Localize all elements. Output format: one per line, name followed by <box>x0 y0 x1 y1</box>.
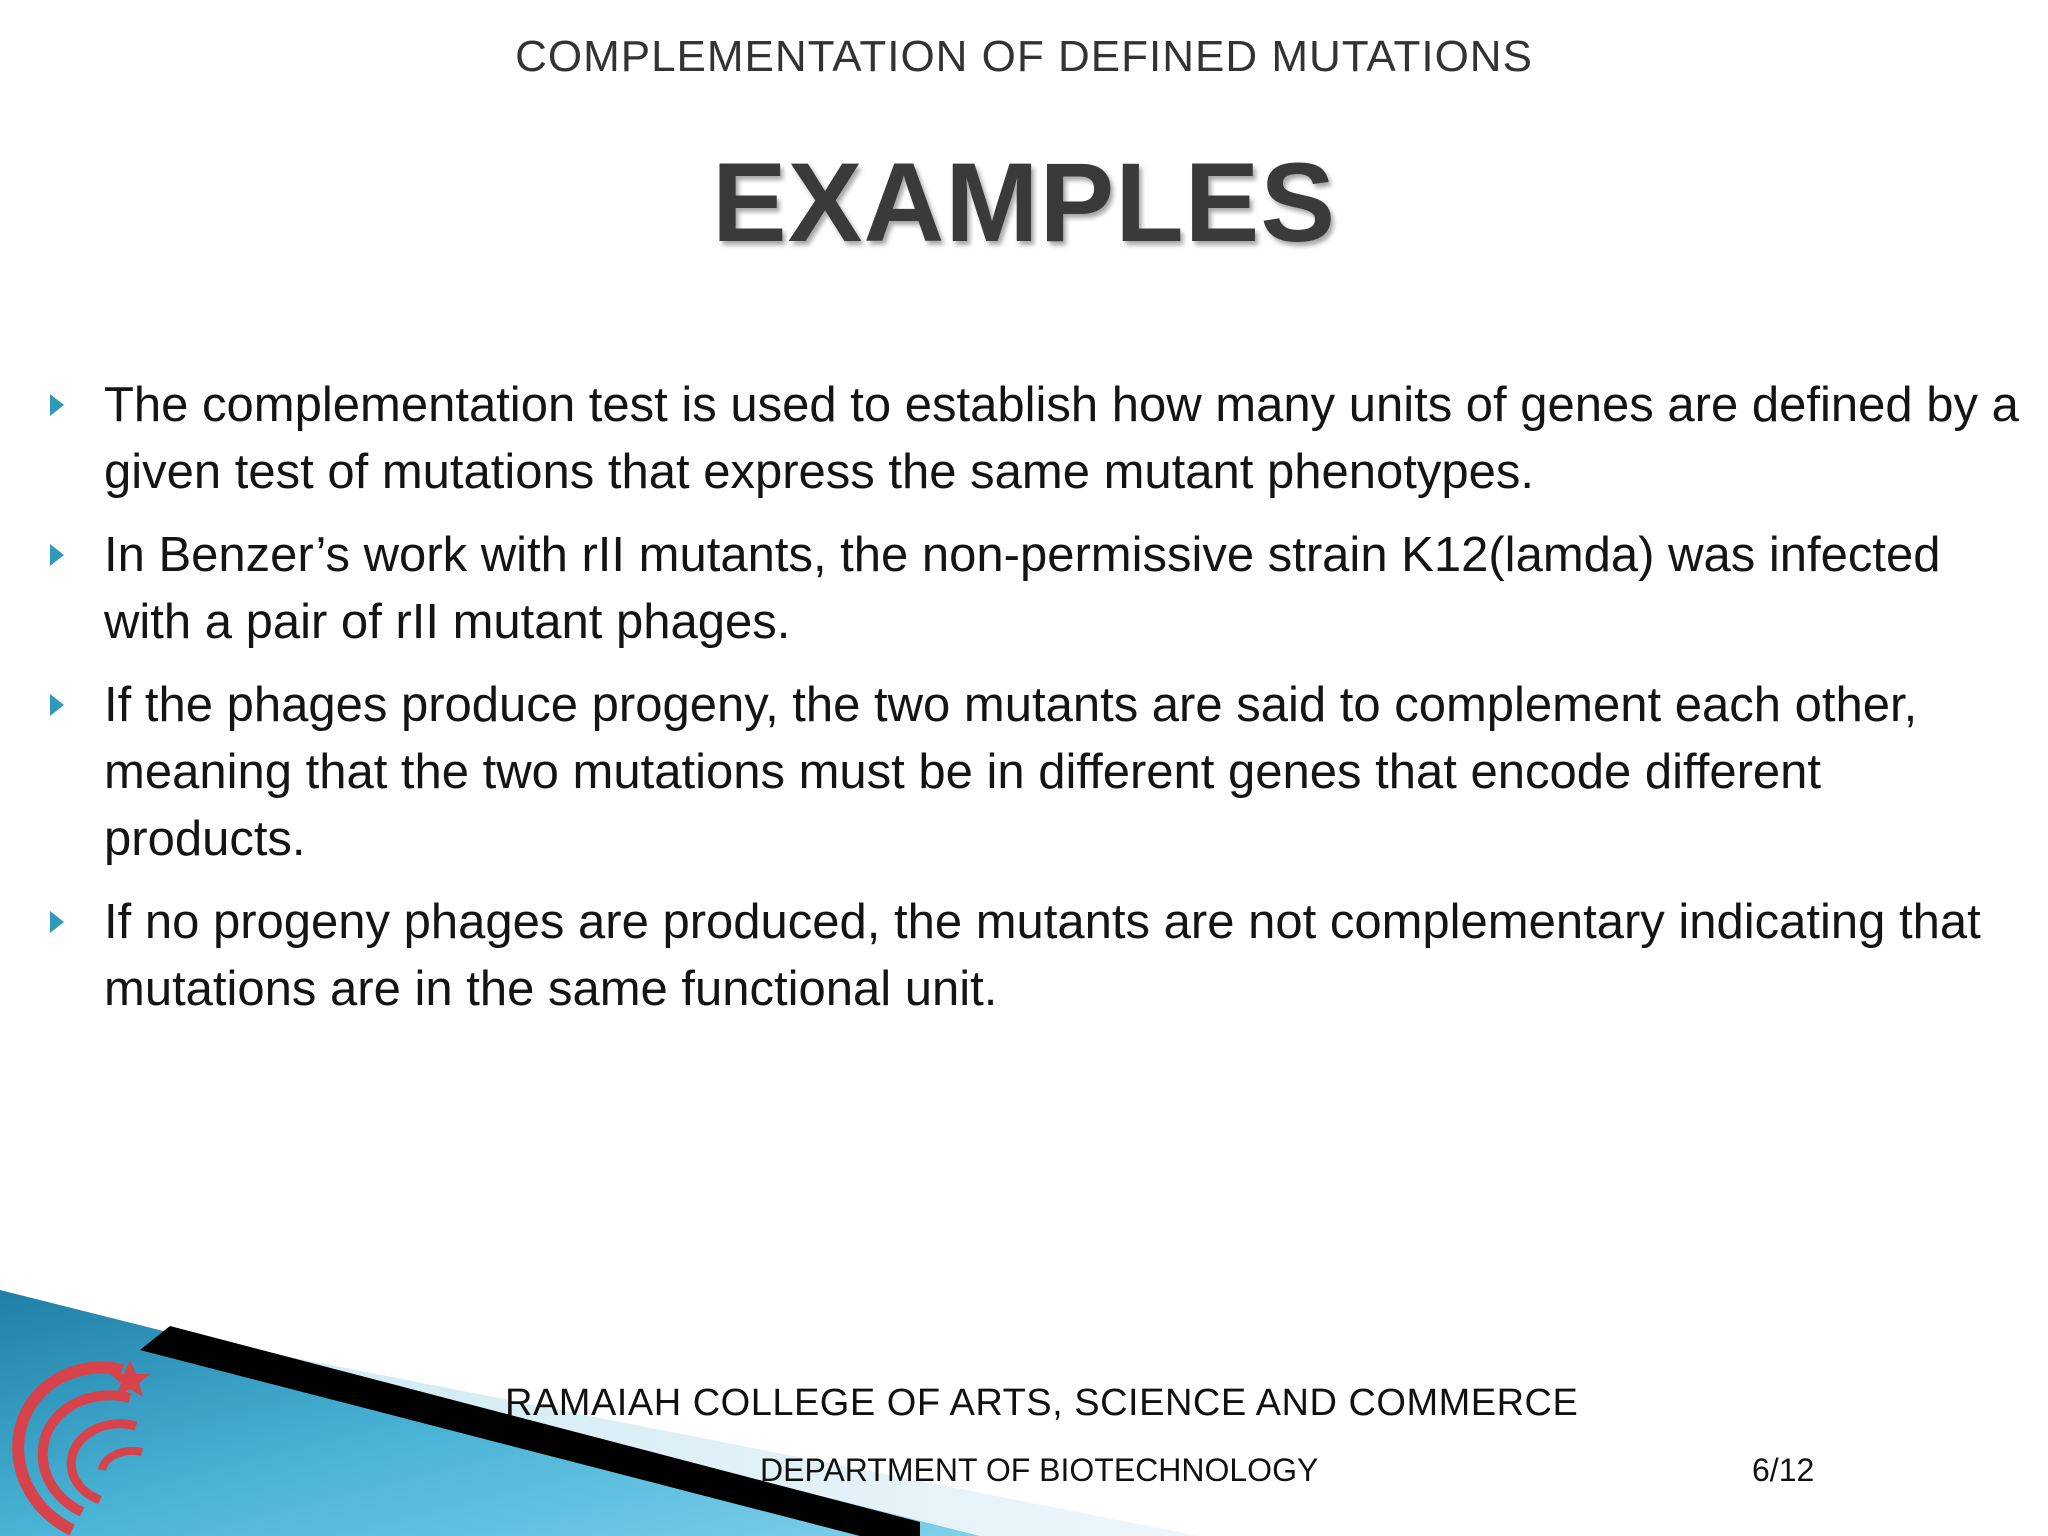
bullet-text: If no progeny phages are produced, the mutants are not complementary indicating that mutations are in the same functional unit. <box>104 895 1981 1016</box>
triangle-right-icon <box>50 544 64 566</box>
slide-title: EXAMPLES <box>711 140 1337 265</box>
page-number: 6/12 <box>1752 1452 1815 1488</box>
bullet-item <box>44 889 2034 1023</box>
slide-supertitle: COMPLEMENTATION OF DEFINED MUTATIONS <box>515 32 1533 81</box>
bullet-item <box>44 672 2034 873</box>
footer-college-name: RAMAIAH COLLEGE OF ARTS, SCIENCE AND COMMERCE <box>505 1382 1579 1424</box>
triangle-right-icon <box>50 911 64 933</box>
triangle-right-icon <box>50 394 64 416</box>
triangle-right-icon <box>50 694 64 716</box>
bullet-text: The complementation test is used to establish how many units of genes are defined by a given test of mutations that express the same mutant phenotypes. <box>104 378 2019 499</box>
bullet-text: In Benzer’s work with rII mutants, the non-permissive strain K12(lamda) was infected with a pair of rII mutant phages. <box>104 528 1941 649</box>
footer-department: DEPARTMENT OF BIOTECHNOLOGY <box>760 1452 1319 1488</box>
bullet-list <box>44 372 2034 1039</box>
bullet-item <box>44 522 2034 656</box>
bullet-text: If the phages produce progeny, the two mutants are said to complement each other, meaning that the two mutations must be in different genes that encode different products. <box>104 678 1918 866</box>
bullet-item <box>44 372 2034 506</box>
